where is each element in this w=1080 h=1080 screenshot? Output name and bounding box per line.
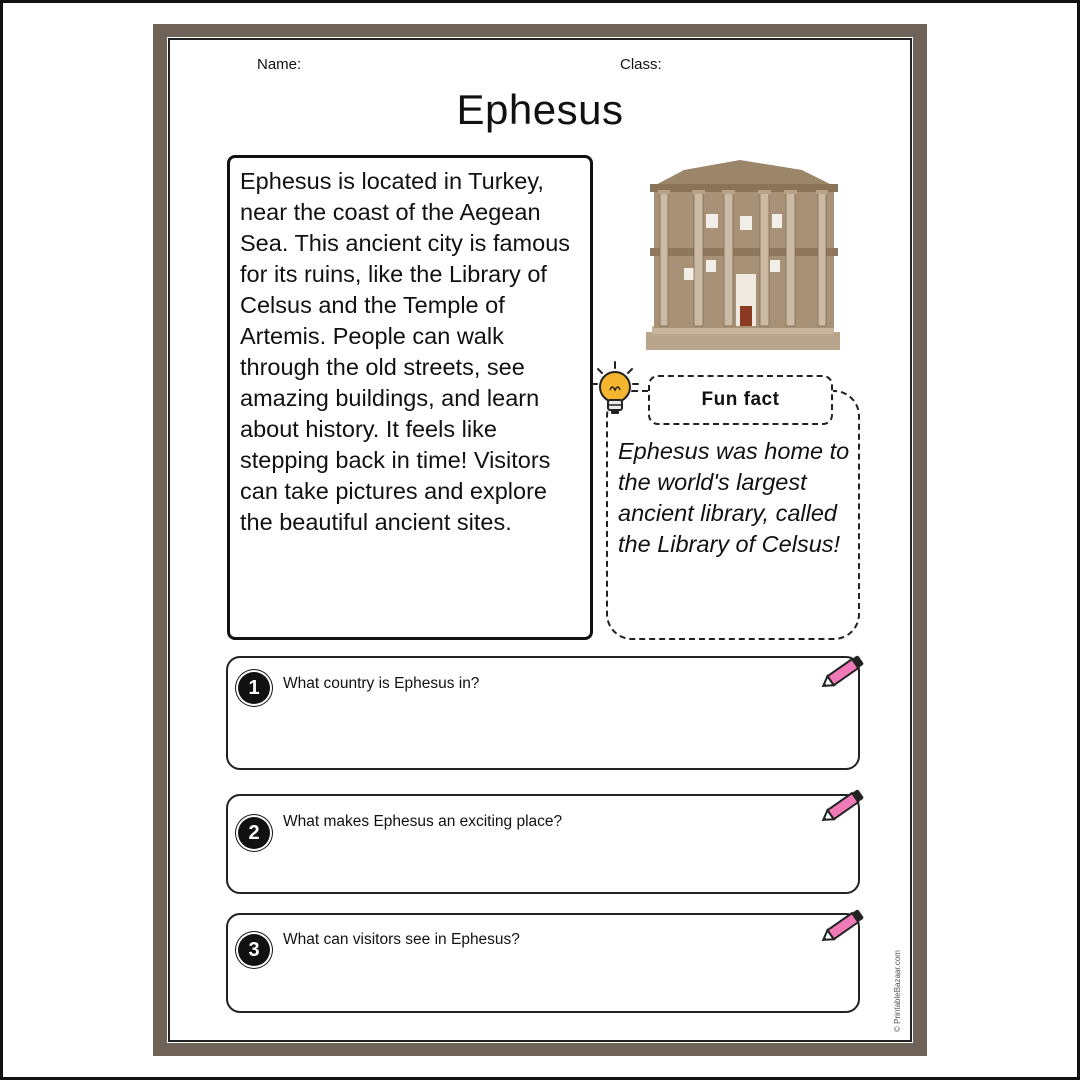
answer-box-1[interactable] — [226, 656, 860, 770]
name-label: Name: — [257, 56, 302, 73]
fun-fact-text: Ephesus was home to the world's largest ancient library, called the Library of Celsus! — [618, 438, 850, 557]
pencil-icon — [818, 650, 870, 694]
library-of-celsus-photo — [644, 156, 842, 354]
answer-box-3[interactable] — [226, 913, 860, 1013]
copyright-watermark: © PrintableBazaar.com — [893, 950, 902, 1032]
pencil-icon — [818, 904, 870, 948]
question-text-1: What country is Ephesus in? — [283, 675, 480, 692]
question-number-1: 1 — [238, 672, 270, 704]
page-title: Ephesus — [456, 86, 624, 133]
question-number-2: 2 — [238, 817, 270, 849]
reading-passage: Ephesus is located in Turkey, near the coast of the Aegean Sea. This ancient city is famous for its ruins, like the Library of Celsus and the Temple of Artemis. People can walk through the old streets, see amazing buildings, and learn about history. It feels like stepping back in time! Visitors can take pictures and explore the beautiful ancient sites. — [240, 168, 571, 535]
lightbulb-icon — [590, 360, 640, 420]
reading-passage-box — [227, 155, 593, 640]
answer-box-2[interactable] — [226, 794, 860, 894]
class-label: Class: — [620, 56, 662, 73]
fun-fact-label: Fun fact — [648, 375, 833, 425]
question-text-2: What makes Ephesus an exciting place? — [283, 813, 563, 830]
pencil-icon — [818, 784, 870, 828]
question-number-3: 3 — [238, 934, 270, 966]
question-text-3: What can visitors see in Ephesus? — [283, 931, 520, 948]
